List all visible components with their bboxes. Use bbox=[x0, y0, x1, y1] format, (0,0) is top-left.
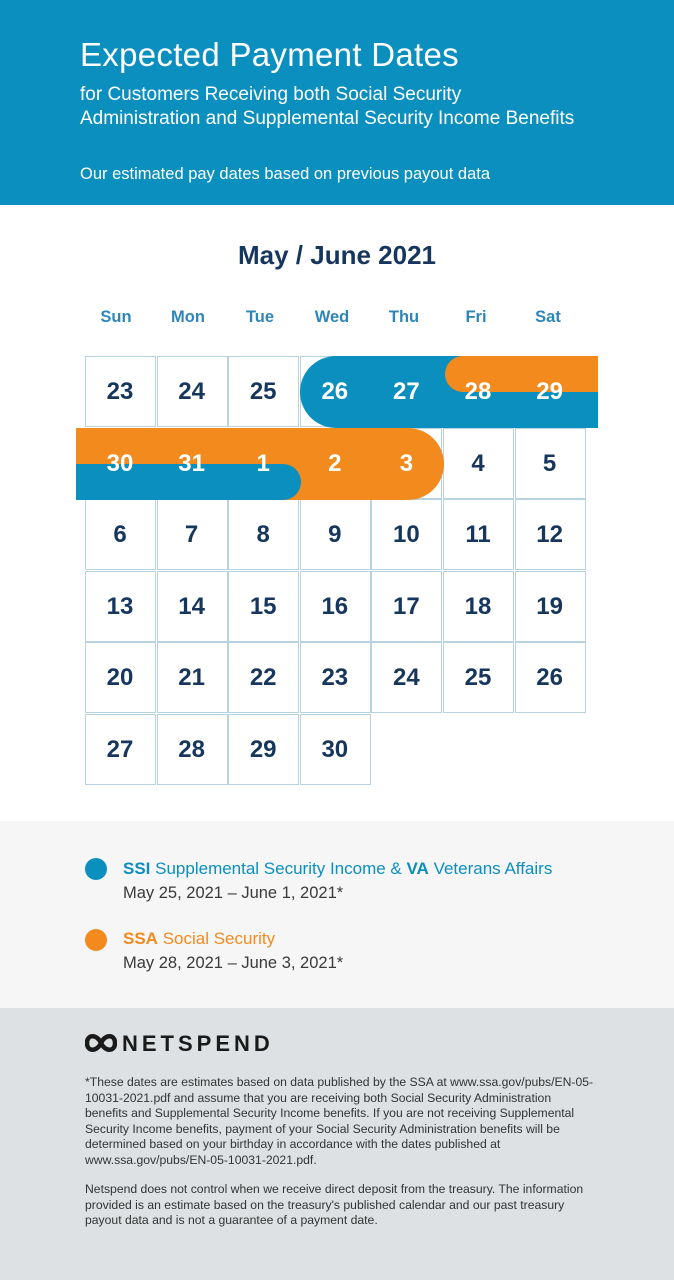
calendar-day-number: 27 bbox=[393, 378, 420, 405]
calendar-day-number: 16 bbox=[321, 592, 349, 620]
calendar-day-number: 3 bbox=[399, 449, 414, 477]
calendar-day-number: 27 bbox=[106, 736, 134, 763]
ssa-dot-icon bbox=[85, 929, 107, 951]
calendar-day-number: 25 bbox=[249, 378, 277, 405]
calendar-day-number: 19 bbox=[536, 592, 563, 620]
ssa-legend-label: SSA Social Security bbox=[123, 929, 276, 948]
ssi-dot-icon bbox=[85, 858, 107, 880]
calendar-day-number: 17 bbox=[393, 592, 420, 620]
calendar-day-number: 2 bbox=[328, 449, 342, 477]
header-note: Our estimated pay dates based on previous payout data bbox=[80, 165, 491, 183]
calendar-day-number: 30 bbox=[106, 449, 134, 477]
calendar-day-number: 31 bbox=[178, 449, 205, 477]
calendar-day-number: 23 bbox=[321, 664, 349, 692]
calendar-day-number: 24 bbox=[178, 378, 205, 405]
calendar-day-number: 15 bbox=[249, 592, 277, 620]
ssi-legend-label: SSI Supplemental Security Income & VA Veterans Affairs bbox=[123, 859, 553, 878]
weekday-sat: Sat bbox=[535, 308, 561, 326]
header-banner bbox=[0, 0, 674, 205]
calendar-day-number: 11 bbox=[465, 521, 491, 549]
calendar-day-number: 28 bbox=[464, 378, 492, 405]
disclaimer-estimates: *These dates are estimates based on data published by the SSA at www.ssa.gov/pubs/EN-05-10031-2021.pdf and assume that you are receiving both Social Security Administration benefits and Supplemental Security Income benefits. If you are not receiving Supplemental Security Income benefits, payment of your Social Security Administration benefits will be determined based on your birthday in accordance with the dates published at www.ssa.gov/pubs/EN-05-10031-2021.pdf. bbox=[85, 1075, 594, 1167]
brand-name: NETSPEND bbox=[122, 1031, 274, 1056]
weekday-tue: Tue bbox=[245, 308, 275, 326]
calendar-day-number: 20 bbox=[106, 664, 134, 692]
netspend-logo-icon bbox=[85, 1030, 117, 1056]
disclaimer-treasury: Netspend does not control when we receive direct deposit from the treasury. The information provided is an estimate based on the treasury's published calendar and our past treasury payout data and is not a guarantee of a payment date. bbox=[85, 1182, 584, 1228]
ssa-date-range: May 28, 2021 – June 3, 2021* bbox=[123, 954, 344, 972]
calendar-day-number: 23 bbox=[106, 378, 134, 405]
calendar-day-number: 24 bbox=[393, 664, 420, 692]
weekday-mon: Mon bbox=[171, 308, 205, 326]
calendar-day-number: 28 bbox=[178, 736, 205, 763]
weekday-sun: Sun bbox=[100, 308, 132, 326]
calendar-day-number: 14 bbox=[178, 592, 205, 620]
page-title: Expected Payment Dates bbox=[80, 36, 459, 73]
calendar-day-number: 5 bbox=[542, 449, 557, 477]
weekday-wed: Wed bbox=[314, 308, 350, 326]
calendar-day-number: 8 bbox=[256, 521, 270, 549]
calendar-day-number: 12 bbox=[536, 521, 563, 549]
page-subtitle: for Customers Receiving both Social Security Administration and Supplemental Security Income Benefits bbox=[80, 84, 575, 129]
calendar-day-number: 30 bbox=[321, 736, 349, 763]
weekday-thu: Thu bbox=[388, 308, 420, 326]
calendar-day-number: 10 bbox=[393, 521, 420, 549]
calendar-day-number: 9 bbox=[328, 521, 342, 549]
calendar-day-number: 18 bbox=[464, 592, 492, 620]
calendar-day-number: 26 bbox=[321, 378, 349, 405]
calendar-day-number: 6 bbox=[113, 521, 127, 549]
calendar-day-number: 22 bbox=[249, 664, 277, 692]
weekday-fri: Fri bbox=[465, 308, 487, 326]
calendar-day-number: 26 bbox=[536, 664, 563, 692]
ssi-date-range: May 25, 2021 – June 1, 2021* bbox=[123, 884, 344, 902]
legend-panel bbox=[0, 821, 674, 1008]
calendar-day-number: 25 bbox=[464, 664, 492, 692]
calendar-day-number: 7 bbox=[184, 521, 199, 549]
calendar-day-number: 29 bbox=[249, 736, 277, 763]
calendar-day-number: 1 bbox=[256, 449, 270, 477]
calendar-title: May / June 2021 bbox=[238, 240, 436, 270]
calendar-day-number: 29 bbox=[536, 378, 563, 405]
calendar-day-number: 4 bbox=[471, 449, 485, 477]
calendar-day-number: 13 bbox=[106, 592, 134, 620]
calendar-day-number: 21 bbox=[178, 664, 205, 692]
